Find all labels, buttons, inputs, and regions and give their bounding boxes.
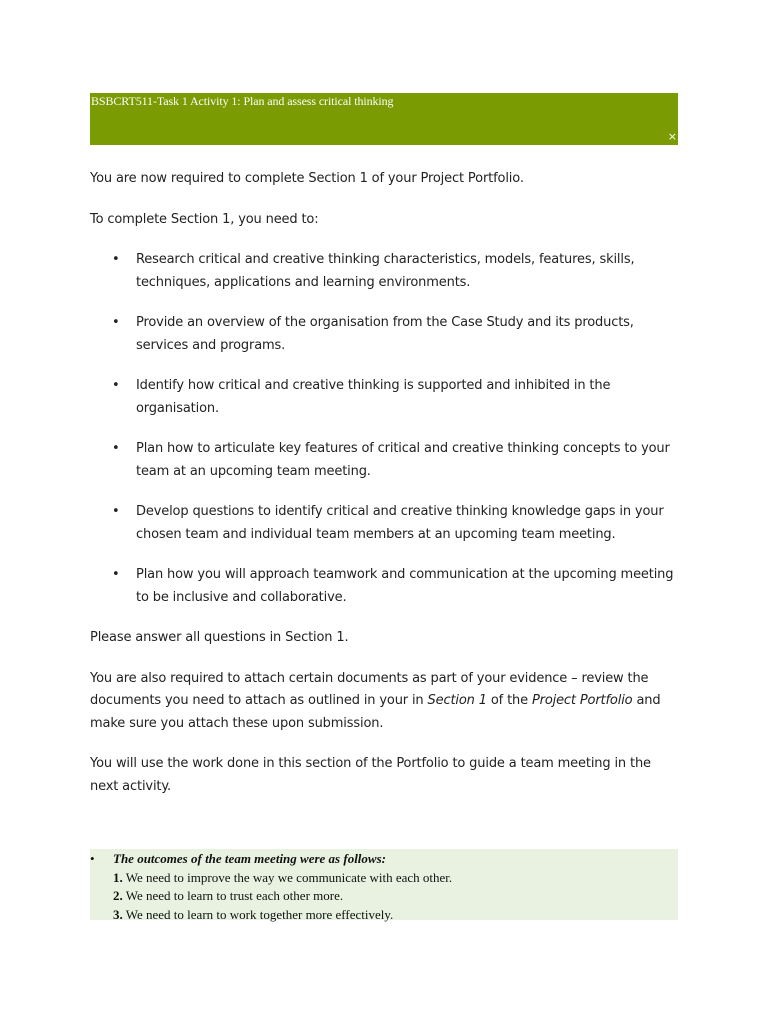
attach-text: and make sure you attach these upon submission. [90,693,661,731]
bullet-icon: • [90,851,95,866]
outcome-item [90,887,678,906]
list-item-text: Plan how you will approach teamwork and communication at the upcoming meeting to be inclusive and collaborative. [136,567,674,605]
outcome-number: 2. [113,888,123,903]
bullet-icon: • [112,252,120,267]
bullet-icon: • [112,315,120,330]
task-list [90,249,682,609]
intro-paragraph: You are now required to complete Section 1 of your Project Portfolio. [90,171,524,186]
activity-header-bar [90,93,678,145]
bullet-icon: • [112,504,120,519]
list-item-text: Provide an overview of the organisation from the Case Study and its products, services and programs. [136,315,634,353]
next-activity-note: You will use the work done in this section of the Portfolio to guide a team meeting in the next activity. [90,756,651,794]
list-item [90,312,682,357]
list-item-text: Develop questions to identify critical and creative thinking knowledge gaps in your chosen team and individual team members at an upcoming team meeting. [136,504,664,542]
outcome-number: 3. [113,906,123,922]
list-item [90,438,682,483]
portfolio-reference: Project Portfolio [531,693,633,708]
list-item [90,375,682,420]
list-item-text: Research critical and creative thinking characteristics, models, features, skills, techniques, applications and learning environments. [136,252,635,290]
list-item [90,501,682,546]
outcome-text: We need to learn to trust each other more. [122,888,344,903]
list-item-text: Plan how to articulate key features of critical and creative thinking concepts to your team at an upcoming team meeting. [136,441,670,479]
bullet-icon: • [112,378,120,393]
outcome-text: We need to improve the way we communicate with each other. [122,869,453,885]
bullet-icon: • [112,441,120,456]
instructions-body [90,168,682,816]
answer-note: Please answer all questions in Section 1. [90,630,349,645]
outcomes-title: The outcomes of the team meeting were as follows: [113,851,386,866]
outcome-item [90,869,678,888]
task-lead-in: To complete Section 1, you need to: [90,211,319,227]
bullet-icon: • [112,567,120,582]
list-item-text: Identify how critical and creative thinking is supported and inhibited in the organisation. [136,378,611,416]
attach-paragraph [90,668,682,736]
list-item [90,249,682,294]
activity-title: BSBCRT511-Task 1 Activity 1: Plan and assess critical thinking [91,94,394,108]
outcome-item [90,906,678,925]
outcome-text: We need to learn to work together more effectively. [122,906,394,922]
attach-text: of the [486,693,532,708]
section-reference: Section 1 [427,693,487,708]
outcomes-heading-row [90,850,678,869]
attach-text: You are also required to attach certain documents as part of your evidence – review the documents you need to attach as outlined in your in [90,670,649,708]
outcome-number: 1. [113,869,123,885]
meeting-outcomes-box [90,849,678,920]
close-icon[interactable]: × [667,130,677,143]
list-item [90,564,682,609]
